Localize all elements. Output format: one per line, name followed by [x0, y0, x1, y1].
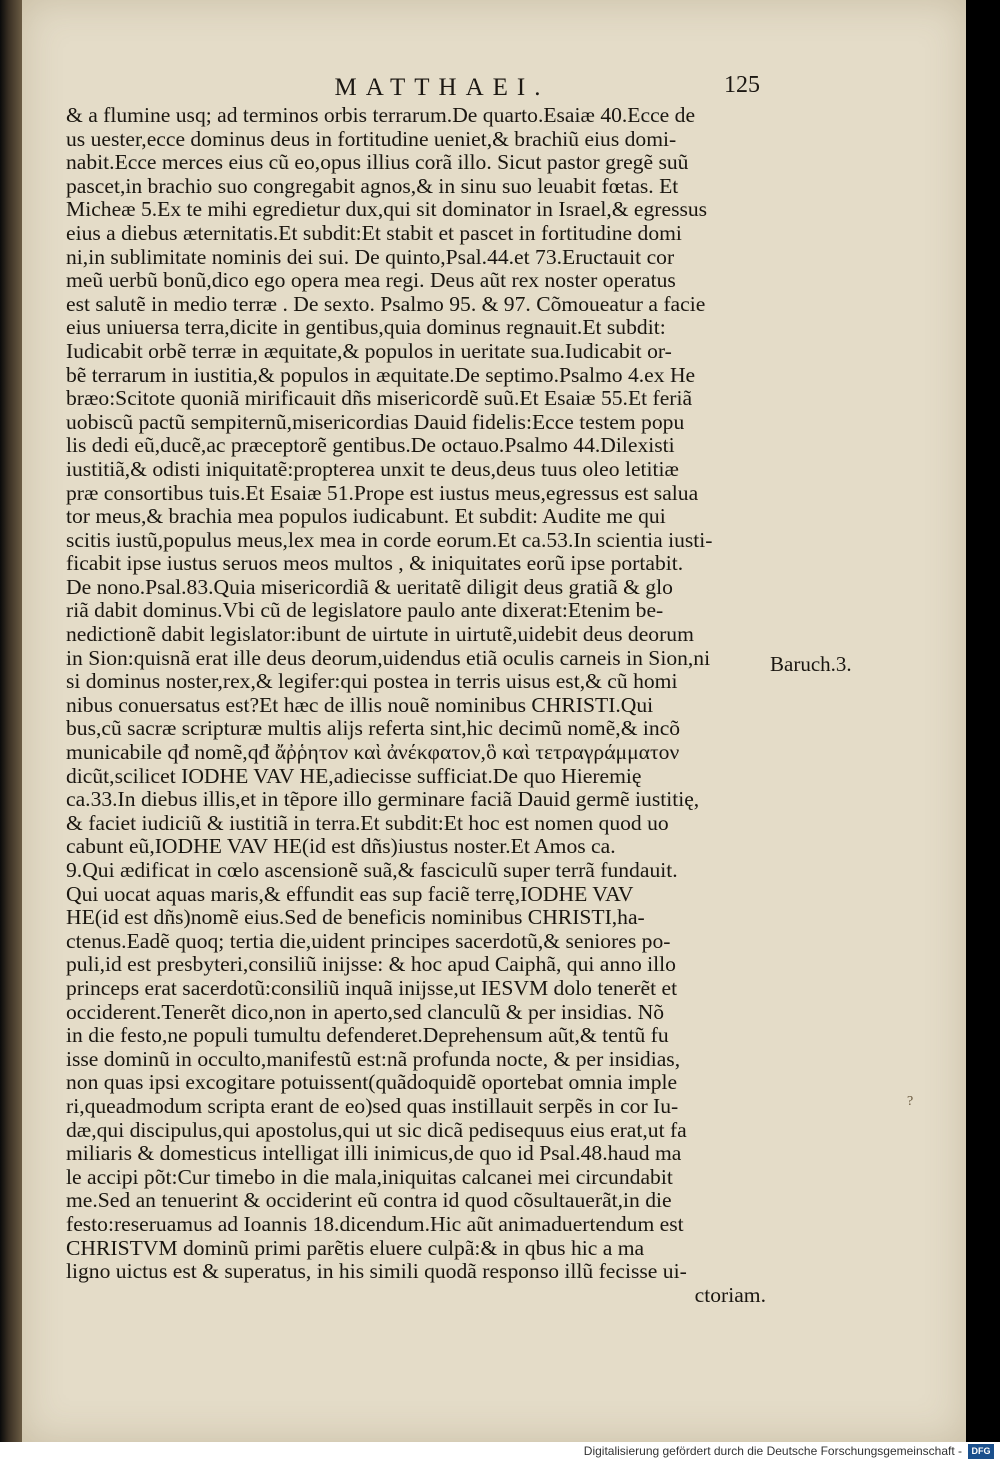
- text-line: eius uniuersa terra,dicite in gentibus,quia dominus regnauit.Et subdit:: [66, 316, 666, 340]
- text-line: miliaris & domesticus intelligat illi inimicus,de quo id Psal.48.haud ma: [66, 1142, 682, 1166]
- text-line: ctoriam.: [694, 1283, 766, 1307]
- text-line: riã dabit dominus.Vbi cũ de legislatore paulo ante dixerat:Etenim be-: [66, 599, 664, 623]
- text-line: le accipi põt:Cur timebo in die mala,iniquitas calcanei mei circundabit: [66, 1165, 673, 1189]
- page-edge: [966, 0, 1000, 1442]
- text-line: puli,id est presbyteri,consiliũ inijsse: & hoc apud Caiphã, qui anno illo: [66, 953, 676, 977]
- text-line: non quas ipsi excogitare potuissent(quãdoquidẽ oportebat omnia imple: [66, 1071, 678, 1095]
- text-line: dæ,qui discipulus,qui apostolus,qui ut sic dicã pedisequus eius erat,ut fa: [66, 1118, 687, 1142]
- text-line: cabunt eũ,IODHE VAV HE(id est dñs)iustus noster.Et Amos ca.: [66, 835, 616, 859]
- text-line: si dominus noster,rex,& legifer:qui postea in terris uisus est,& cũ homi: [66, 670, 678, 694]
- margin-note: Baruch.3.: [770, 652, 852, 676]
- footer-credit: Digitalisierung gefördert durch die Deutsche Forschungsgemeinschaft -: [583, 1444, 962, 1458]
- text-line: Qui uocat aquas maris,& effundit eas sup faciẽ terrę,IODHE VAV: [66, 882, 634, 906]
- text-line: uobiscũ pactũ sempiternũ,misericordias Dauid fidelis:Ecce testem popu: [66, 410, 685, 434]
- text-line: ri,queadmodum scripta erant de eo)sed quas instillauit serpẽs in cor Iu-: [66, 1094, 679, 1118]
- page-number: 125: [724, 72, 760, 98]
- text-line: tor meus,& brachia mea populos iudicabunt. Et subdit: Audite me qui: [66, 505, 666, 529]
- text-line: us uester,ecce dominus deus in fortitudine ueniet,& brachiũ eius domi-: [66, 127, 677, 151]
- text-line: & faciet iudiciũ & iustitiã in terra.Et subdit:Et hoc est nomen quod uo: [66, 811, 669, 835]
- text-line: nedictionẽ dabit legislator:ibunt de uirtute in uirtutẽ,uidebit deus deorum: [66, 623, 694, 647]
- text-line: bẽ terrarum in iustitia,& populos in æquitate.De septimo.Psalmo 4.ex He: [66, 363, 696, 387]
- text-line: & a flumine usq; ad terminos orbis terrarum.De quarto.Esaiæ 40.Ecce de: [66, 104, 696, 127]
- text-line: Iudicabit orbẽ terræ in æquitate,& populos in ueritate sua.Iudicabit or-: [66, 339, 672, 363]
- text-line: bus,cũ sacræ scripturæ multis alijs referta sint,hic decimũ nomẽ,& incõ: [66, 717, 681, 741]
- text-line: Micheæ 5.Ex te mihi egredietur dux,qui sit dominator in Israel,& egressus: [66, 198, 708, 222]
- dfg-logo-icon: [968, 1444, 994, 1459]
- running-head: MATTHAEI.: [334, 74, 550, 101]
- text-line: dicũt,scilicet IODHE VAV HE,adiecisse sufficiat.De quo Hieremię: [66, 764, 642, 788]
- text-line: ligno uictus est & superatus, in his simili quodã responso illũ fecisse ui-: [66, 1260, 687, 1284]
- text-line: in die festo,ne populi tumultu defenderet.Deprehensum aũt,& tentũ fu: [66, 1024, 669, 1048]
- text-line: 9.Qui ædificat in cœlo ascensionẽ suã,& fasciculũ super terrã fundauit.: [66, 859, 678, 882]
- text-line: bræo:Scitote quoniã mirificauit dñs misericordẽ suũ.Et Esaiæ 55.Et feriã: [66, 387, 693, 411]
- text-line: iustitiã,& odisti iniquitatẽ:propterea unxit te deus,deus tuus oleo letitiæ: [66, 457, 679, 481]
- margin-mark: ?: [907, 1094, 914, 1109]
- text-line: lis dedi eũ,ducẽ,ac præceptorẽ gentibus.De octauo.Psalmo 44.Dilexisti: [66, 434, 675, 458]
- text-line: præ consortibus tuis.Et Esaiæ 51.Prope est iustus meus,egressus est salua: [66, 481, 699, 505]
- text-line: meũ uerbũ bonũ,dico ego opera mea regi. Deus aũt rex noster operatus: [66, 269, 676, 293]
- text-line: scitis iustũ,populus meus,lex mea in corde eorum.Et ca.53.In scientia iusti-: [66, 528, 713, 552]
- text-line: festo:reseruamus ad Ioannis 18.dicendum.Hic aũt animaduertendum est: [66, 1212, 684, 1236]
- text-line: ca.33.In diebus illis,et in tẽpore illo germinare faciã Dauid germẽ iustitię,: [66, 788, 700, 812]
- text-line: me.Sed an tenuerint & occiderint eũ contra id quod cõsultauerãt,in die: [66, 1189, 672, 1213]
- dfg-logo-text: DFG: [971, 1446, 991, 1456]
- text-line: in Sion:quisnã erat ille deus deorum,uidendus etiã oculis carneis in Sion,ni: [66, 646, 711, 670]
- text-line: ficabit ipse iustus seruos meos multos , & iniquitates eorũ ipse portabit.: [66, 552, 684, 576]
- text-line: ctenus.Eadẽ quoq; tertia die,uident principes sacerdotũ,& seniores po-: [66, 929, 671, 953]
- text-line: eius a diebus æternitatis.Et subdit:Et stabit et pascet in fortitudine domi: [66, 221, 682, 245]
- text-line: municabile qđ nomẽ,qđ ἄῤῥητον καὶ ἀνέκφατον,ὃ καὶ τετραγράμματον: [66, 741, 680, 765]
- footer-bar: [0, 1442, 1000, 1462]
- scanned-page: [22, 0, 966, 1442]
- text-line: nibus conuersatus est?Et hæc de illis nouẽ nominibus CHRISTI.Qui: [66, 693, 654, 717]
- text-line: nabit.Ecce merces eius cũ eo,opus illius corã illo. Sicut pastor gregẽ suũ: [66, 151, 689, 175]
- text-line: princeps erat sacerdotũ:consiliũ inquã inijsse,ut IESVM dolo tenerẽt et: [66, 976, 678, 1000]
- text-line: CHRISTVM dominũ primi parẽtis eluere culpã:& in qbus hic a ma: [66, 1236, 645, 1260]
- text-line: isse dominũ in occulto,manifestũ est:nã profunda nocte, & per insidias,: [66, 1047, 681, 1071]
- text-line: De nono.Psal.83.Quia misericordiã & ueritatẽ diligit deus gratiã & glo: [66, 575, 673, 599]
- text-line: HE(id est dñs)nomẽ eius.Sed de beneficis nominibus CHRISTI,ha-: [66, 906, 645, 930]
- book-spine-shadow: [0, 0, 22, 1442]
- text-line: ni,in sublimitate nominis dei sui. De quinto,Psal.44.et 73.Eructauit cor: [66, 245, 675, 269]
- main-text-block: [66, 104, 766, 1307]
- text-line: pascet,in brachio suo congregabit agnos,& in sinu suo leuabit fœtas. Et: [66, 174, 679, 198]
- text-line: est salutẽ in medio terræ . De sexto. Psalmo 95. & 97. Cõmoueatur a facie: [66, 292, 706, 316]
- text-line: occiderent.Tenerẽt dico,non in aperto,sed clanculũ & per insidias. Nõ: [66, 1000, 665, 1024]
